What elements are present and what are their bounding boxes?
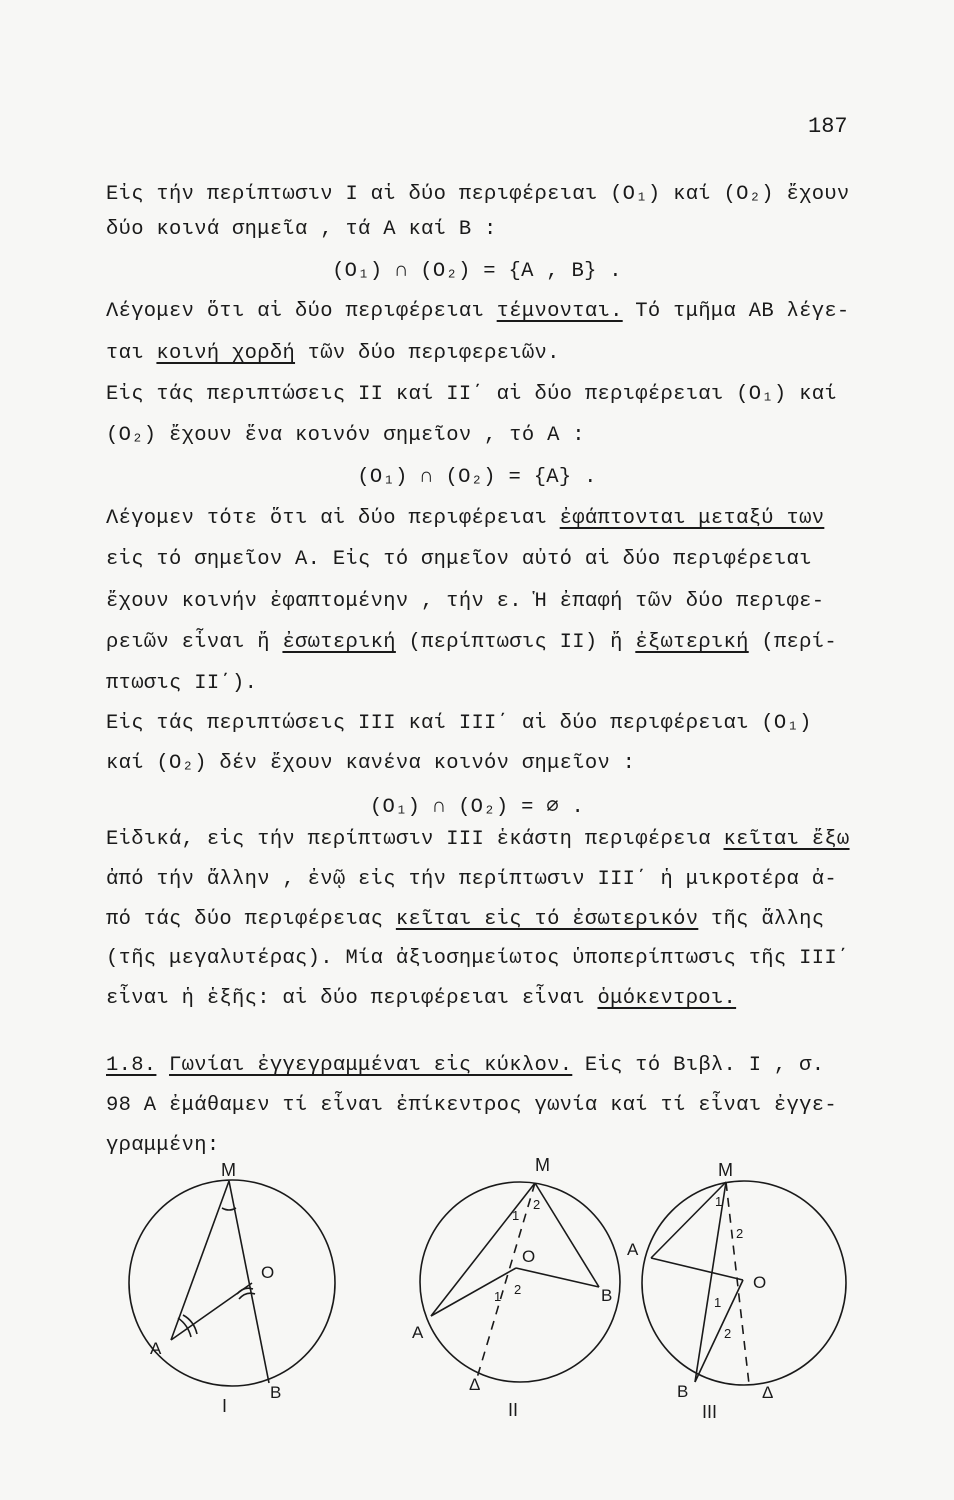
- text-line: (O₂) ἔχουν ἕνα κοινόν σημεῖον , τό Α :: [106, 424, 585, 447]
- fig3-angle-2-center: 2: [724, 1326, 732, 1341]
- fig2-label-b: B: [601, 1286, 613, 1305]
- fig2-label-a: A: [412, 1323, 424, 1342]
- fig1-label-m: Μ: [221, 1160, 236, 1180]
- text-line: ἀπό τήν ἄλλην , ἐνῷ εἰς τήν περίπτωσιν ΙΙΙ΄ ἡ μικροτέρα ἀ-: [106, 868, 837, 891]
- term-keitai-exo: κεῖται ἔξω: [723, 828, 850, 851]
- section-title: Γωνίαι ἐγγεγραμμέναι εἰς κύκλον.: [169, 1054, 573, 1077]
- formula-empty-intersection: (O₁) ∩ (O₂) = ∅ .: [369, 796, 585, 819]
- text-line: γραμμένη:: [106, 1134, 220, 1157]
- fig3-label-a: A: [627, 1240, 639, 1259]
- fig2-angle-2-center: 2: [514, 1282, 522, 1297]
- term-esoteriki: ἐσωτερική: [282, 631, 396, 654]
- fig1-caption: I: [222, 1396, 228, 1416]
- fig2-label-m: Μ: [535, 1155, 550, 1175]
- fig2-label-delta: Δ: [469, 1375, 481, 1394]
- page-number: 187: [808, 114, 848, 139]
- fig2-caption: II: [508, 1400, 519, 1420]
- text-line: ἔχουν κοινήν ἐφαπτομένην , τήν ε. Ἡ ἐπαφή τῶν δύο περιφε-: [106, 590, 825, 613]
- fig3-angle-2-top: 2: [736, 1226, 744, 1241]
- fig1-label-b: B: [270, 1383, 282, 1402]
- section-heading: 1.8. Γωνίαι ἐγγεγραμμέναι εἰς κύκλον. Εἰς τό Βιβλ. Ι , σ.: [106, 1054, 825, 1077]
- text-line: Λέγομεν ὅτι αἱ δύο περιφέρειαι τέμνονται. Τό τμῆμα ΑΒ λέγε-: [106, 300, 850, 323]
- text-line: πό τάς δύο περιφέρειας κεῖται εἰς τό ἐσωτερικόν τῆς ἄλλης: [106, 908, 825, 931]
- fig1-label-o: O: [261, 1263, 275, 1282]
- fig2-angle-1-top: 1: [512, 1208, 520, 1223]
- text-line: (τῆς μεγαλυτέρας). Μία ἀξιοσημείωτος ὑποπερίπτωσις τῆς ΙΙΙ΄: [106, 947, 850, 970]
- text-line: δύο κοινά σημεῖα , τά Α καί Β :: [106, 218, 497, 241]
- text-line: εἰς τό σημεῖον Α. Εἰς τό σημεῖον αὐτό αἱ δύο περιφέρειαι: [106, 548, 812, 571]
- term-exoteriki: ἐξωτερική: [635, 631, 749, 654]
- fig3-label-b: B: [677, 1382, 689, 1401]
- section-number: 1.8.: [106, 1054, 157, 1077]
- text-line: Εἰς τάς περιπτώσεις ΙΙΙ καί ΙΙΙ΄ αἱ δύο περιφέρειαι (O₁): [106, 712, 812, 735]
- fig3-label-m: Μ: [718, 1160, 733, 1180]
- formula-intersection-one-point: (O₁) ∩ (O₂) = {A} .: [357, 466, 597, 489]
- fig2-angle-2-top: 2: [533, 1197, 541, 1212]
- text-line: Εἰς τάς περιπτώσεις ΙΙ καί ΙΙ΄ αἱ δύο περιφέρειαι (O₁) καί: [106, 383, 837, 406]
- text-line: ται κοινή χορδή τῶν δύο περιφερειῶν.: [106, 342, 560, 365]
- term-temnontai: τέμνονται.: [496, 300, 623, 323]
- fig1-label-a: A: [150, 1339, 162, 1358]
- fig2-label-o: O: [522, 1247, 536, 1266]
- fig3-caption: III: [702, 1402, 718, 1422]
- text-line: 98 Α ἐμάθαμεν τί εἶναι ἐπίκεντρος γωνία καί τί εἶναι ἐγγε-: [106, 1094, 837, 1117]
- fig3-label-delta: Δ: [762, 1383, 774, 1402]
- figure-3: [642, 1181, 846, 1385]
- formula-intersection-two-points: (O₁) ∩ (O₂) = {A , B} .: [332, 260, 622, 283]
- fig3-angle-1-center: 1: [714, 1295, 722, 1310]
- term-efaptontai: ἐφάπτονται μεταξύ των: [559, 507, 825, 530]
- term-keitai-eis-to-esoterikon: κεῖται εἰς τό ἐσωτερικόν: [395, 908, 699, 931]
- text-line: πτωσις ΙΙ΄).: [106, 672, 258, 695]
- text-line: καί (O₂) δέν ἔχουν κανένα κοινόν σημεῖον :: [106, 752, 636, 775]
- text-line: Εἰδικά, εἰς τήν περίπτωσιν ΙΙΙ ἑκάστη περιφέρεια κεῖται ἔξω: [106, 828, 850, 851]
- fig3-angle-1-top: 1: [715, 1194, 723, 1209]
- term-koini-chordi: κοινή χορδή: [156, 342, 296, 365]
- fig3-label-o: O: [753, 1273, 767, 1292]
- fig2-angle-1-center: 1: [494, 1289, 502, 1304]
- text-line: εἶναι ἡ ἑξῆς: αἱ δύο περιφέρειαι εἶναι ὁμόκεντροι.: [106, 987, 737, 1010]
- text-line: ρειῶν εἶναι ἤ ἐσωτερική (περίπτωσις ΙΙ) ἤ ἐξωτερική (περί-: [106, 631, 837, 654]
- text-line: Εἰς τήν περίπτωσιν Ι αἱ δύο περιφέρειαι (O₁) καί (O₂) ἔχουν: [106, 183, 850, 206]
- text-line: Λέγομεν τότε ὅτι αἱ δύο περιφέρειαι ἐφάπτονται μεταξύ των: [106, 507, 825, 530]
- term-omokentroi: ὁμόκεντροι.: [597, 987, 737, 1010]
